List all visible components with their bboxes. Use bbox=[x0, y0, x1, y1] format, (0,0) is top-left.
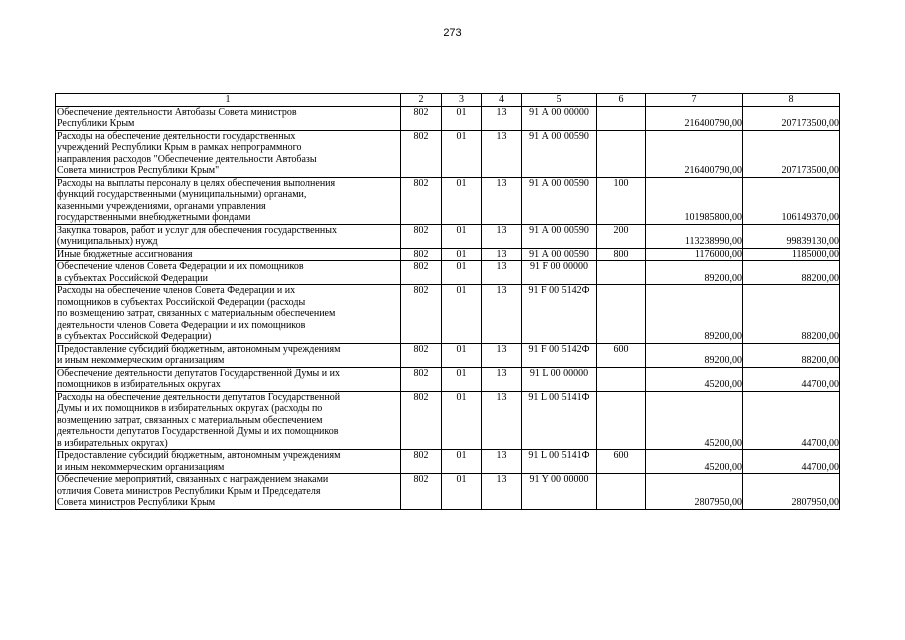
header-cell: 3 bbox=[442, 94, 482, 107]
row-name: Предоставление субсидий бюджетным, автономным учреждениям и иным некоммерческим организациям bbox=[56, 343, 401, 367]
cell-amount-year2: 44700,00 bbox=[743, 450, 840, 474]
cell-subsection: 13 bbox=[482, 261, 522, 285]
cell-amount-year1: 1176000,00 bbox=[646, 248, 743, 261]
cell-amount-year2: 1185000,00 bbox=[743, 248, 840, 261]
table-row bbox=[56, 224, 840, 248]
row-name: Обеспечение деятельности депутатов Государственной Думы и их помощников в избирательных округах bbox=[56, 367, 401, 391]
cell-amount-year1: 216400790,00 bbox=[646, 130, 743, 177]
cell-amount-year1: 113238990,00 bbox=[646, 224, 743, 248]
cell-admin-code: 802 bbox=[401, 106, 442, 130]
cell-subsection: 13 bbox=[482, 343, 522, 367]
table-body bbox=[56, 94, 840, 510]
cell-subsection: 13 bbox=[482, 285, 522, 344]
header-cell: 1 bbox=[56, 94, 401, 107]
table-row bbox=[56, 261, 840, 285]
header-cell: 5 bbox=[522, 94, 597, 107]
cell-target-article: 91 F 00 5142Ф bbox=[522, 285, 597, 344]
cell-subsection: 13 bbox=[482, 224, 522, 248]
cell-section: 01 bbox=[442, 367, 482, 391]
table-row bbox=[56, 177, 840, 224]
cell-admin-code: 802 bbox=[401, 130, 442, 177]
row-name: Обеспечение членов Совета Федерации и их помощников в субъектах Российской Федерации bbox=[56, 261, 401, 285]
cell-admin-code: 802 bbox=[401, 285, 442, 344]
cell-expense-type: 600 bbox=[597, 343, 646, 367]
cell-section: 01 bbox=[442, 224, 482, 248]
table-row bbox=[56, 130, 840, 177]
table-row bbox=[56, 285, 840, 344]
table-row bbox=[56, 474, 840, 510]
header-cell: 6 bbox=[597, 94, 646, 107]
cell-section: 01 bbox=[442, 106, 482, 130]
cell-subsection: 13 bbox=[482, 474, 522, 510]
cell-expense-type: 600 bbox=[597, 450, 646, 474]
cell-subsection: 13 bbox=[482, 177, 522, 224]
cell-amount-year1: 89200,00 bbox=[646, 343, 743, 367]
cell-subsection: 13 bbox=[482, 367, 522, 391]
cell-amount-year1: 101985800,00 bbox=[646, 177, 743, 224]
cell-target-article: 91 L 00 5141Ф bbox=[522, 450, 597, 474]
row-name: Расходы на обеспечение деятельности депутатов Государственной Думы и их помощников в избирательных округах (расходы по возмещению затрат, связанных с материальным обеспечением деятельности депутатов Государственной Думы и их помощников в избирательных округах) bbox=[56, 391, 401, 450]
table-row bbox=[56, 106, 840, 130]
cell-expense-type bbox=[597, 474, 646, 510]
cell-section: 01 bbox=[442, 285, 482, 344]
cell-amount-year1: 2807950,00 bbox=[646, 474, 743, 510]
cell-admin-code: 802 bbox=[401, 474, 442, 510]
cell-amount-year1: 45200,00 bbox=[646, 367, 743, 391]
cell-admin-code: 802 bbox=[401, 450, 442, 474]
cell-target-article: 91 А 00 00590 bbox=[522, 177, 597, 224]
cell-amount-year1: 216400790,00 bbox=[646, 106, 743, 130]
cell-target-article: 91 А 00 00590 bbox=[522, 248, 597, 261]
cell-target-article: 91 А 00 00590 bbox=[522, 130, 597, 177]
row-name: Обеспечение мероприятий, связанных с награждением знаками отличия Совета министров Республики Крым и Председателя Совета министров Республики Крым bbox=[56, 474, 401, 510]
cell-amount-year1: 89200,00 bbox=[646, 261, 743, 285]
row-name: Иные бюджетные ассигнования bbox=[56, 248, 401, 261]
cell-amount-year2: 2807950,00 bbox=[743, 474, 840, 510]
cell-target-article: 91 F 00 00000 bbox=[522, 261, 597, 285]
row-name: Закупка товаров, работ и услуг для обеспечения государственных (муниципальных) нужд bbox=[56, 224, 401, 248]
cell-subsection: 13 bbox=[482, 391, 522, 450]
cell-section: 01 bbox=[442, 474, 482, 510]
cell-section: 01 bbox=[442, 450, 482, 474]
cell-admin-code: 802 bbox=[401, 261, 442, 285]
cell-section: 01 bbox=[442, 130, 482, 177]
row-name: Расходы на выплаты персоналу в целях обеспечения выполнения функций государственными (муниципальными) органами, казенными учреждениями, органами управления государственными внебюджетными фондами bbox=[56, 177, 401, 224]
header-cell: 7 bbox=[646, 94, 743, 107]
cell-target-article: 91 А 00 00000 bbox=[522, 106, 597, 130]
header-row bbox=[56, 94, 840, 107]
row-name: Расходы на обеспечение деятельности государственных учреждений Республики Крым в рамках непрограммного направления расходов "Обеспечение деятельности Автобазы Совета министров Республики Крым" bbox=[56, 130, 401, 177]
table-row bbox=[56, 343, 840, 367]
cell-admin-code: 802 bbox=[401, 343, 442, 367]
table-row bbox=[56, 450, 840, 474]
cell-expense-type: 800 bbox=[597, 248, 646, 261]
cell-amount-year2: 88200,00 bbox=[743, 285, 840, 344]
cell-subsection: 13 bbox=[482, 130, 522, 177]
cell-expense-type: 100 bbox=[597, 177, 646, 224]
cell-amount-year2: 106149370,00 bbox=[743, 177, 840, 224]
cell-expense-type bbox=[597, 285, 646, 344]
cell-admin-code: 802 bbox=[401, 177, 442, 224]
cell-amount-year1: 45200,00 bbox=[646, 391, 743, 450]
cell-target-article: 91 F 00 5142Ф bbox=[522, 343, 597, 367]
cell-amount-year2: 99839130,00 bbox=[743, 224, 840, 248]
table-row bbox=[56, 391, 840, 450]
header-cell: 4 bbox=[482, 94, 522, 107]
table-row bbox=[56, 248, 840, 261]
cell-amount-year2: 44700,00 bbox=[743, 367, 840, 391]
cell-admin-code: 802 bbox=[401, 248, 442, 261]
budget-table bbox=[55, 93, 840, 510]
cell-expense-type: 200 bbox=[597, 224, 646, 248]
cell-target-article: 91 L 00 00000 bbox=[522, 367, 597, 391]
cell-section: 01 bbox=[442, 391, 482, 450]
cell-expense-type bbox=[597, 261, 646, 285]
cell-subsection: 13 bbox=[482, 450, 522, 474]
cell-amount-year2: 88200,00 bbox=[743, 343, 840, 367]
cell-section: 01 bbox=[442, 343, 482, 367]
cell-expense-type bbox=[597, 367, 646, 391]
cell-target-article: 91 А 00 00590 bbox=[522, 224, 597, 248]
row-name: Расходы на обеспечение членов Совета Федерации и их помощников в субъектах Российской Федерации (расходы по возмещению затрат, связанных с материальным обеспечением деятельности членов Совета Федерации и их помощников в субъектах Российской Федерации) bbox=[56, 285, 401, 344]
cell-section: 01 bbox=[442, 261, 482, 285]
cell-amount-year2: 88200,00 bbox=[743, 261, 840, 285]
cell-admin-code: 802 bbox=[401, 224, 442, 248]
cell-admin-code: 802 bbox=[401, 367, 442, 391]
cell-amount-year2: 207173500,00 bbox=[743, 106, 840, 130]
cell-amount-year1: 45200,00 bbox=[646, 450, 743, 474]
table-row bbox=[56, 367, 840, 391]
cell-subsection: 13 bbox=[482, 248, 522, 261]
cell-amount-year2: 207173500,00 bbox=[743, 130, 840, 177]
cell-expense-type bbox=[597, 130, 646, 177]
header-cell: 2 bbox=[401, 94, 442, 107]
cell-section: 01 bbox=[442, 248, 482, 261]
page-number: 273 bbox=[443, 27, 462, 39]
header-cell: 8 bbox=[743, 94, 840, 107]
cell-target-article: 91 L 00 5141Ф bbox=[522, 391, 597, 450]
cell-section: 01 bbox=[442, 177, 482, 224]
cell-expense-type bbox=[597, 391, 646, 450]
cell-expense-type bbox=[597, 106, 646, 130]
cell-target-article: 91 Y 00 00000 bbox=[522, 474, 597, 510]
row-name: Предоставление субсидий бюджетным, автономным учреждениям и иным некоммерческим организациям bbox=[56, 450, 401, 474]
cell-admin-code: 802 bbox=[401, 391, 442, 450]
row-name: Обеспечение деятельности Автобазы Совета министров Республики Крым bbox=[56, 106, 401, 130]
cell-amount-year1: 89200,00 bbox=[646, 285, 743, 344]
cell-amount-year2: 44700,00 bbox=[743, 391, 840, 450]
cell-subsection: 13 bbox=[482, 106, 522, 130]
